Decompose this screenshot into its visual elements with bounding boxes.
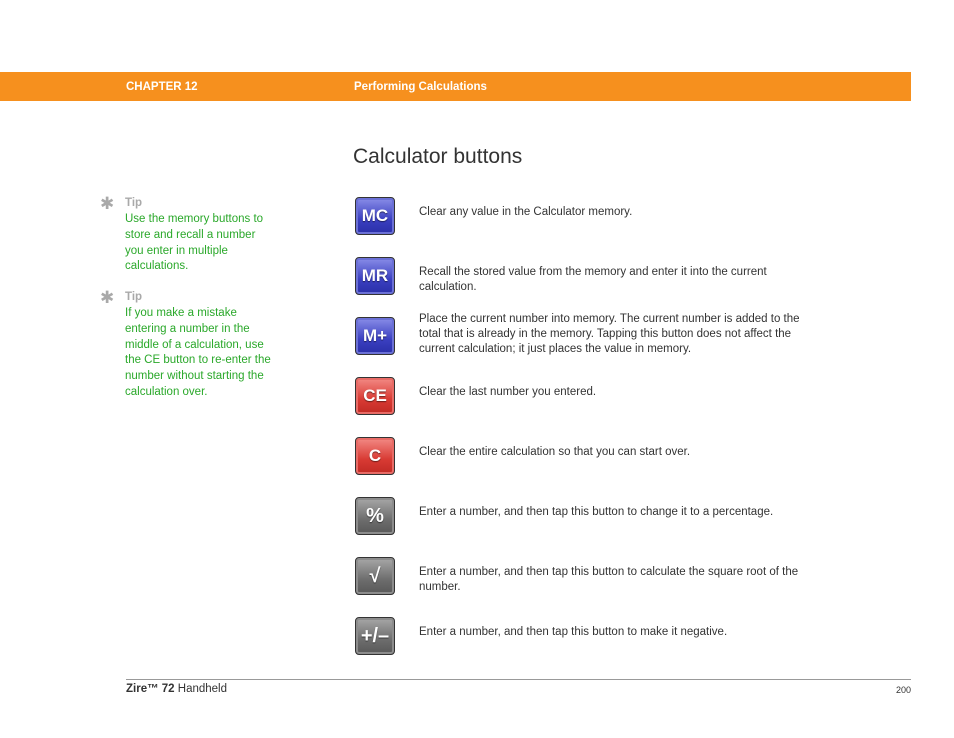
tip-label: Tip — [125, 291, 143, 303]
footer-divider — [126, 679, 911, 680]
button-description: Place the current number into memory. The current number is added to the total that is already in the memory. Tapping this button does not affect the current calculation; it just places the value in memory. — [419, 313, 800, 355]
square-root-button-icon: √ — [355, 557, 395, 595]
page-number: 200 — [895, 685, 911, 695]
tip-text: If you make a mistake entering a number in the middle of a calculation, use the CE button to re-enter the number without starting the calculation over. — [125, 307, 271, 398]
button-description: Enter a number, and then tap this button to make it negative. — [419, 626, 728, 638]
ce-button-icon: CE — [355, 377, 395, 415]
button-description: Recall the stored value from the memory and enter it into the current calculation. — [419, 266, 767, 293]
footer-product — [126, 683, 227, 695]
button-description: Enter a number, and then tap this button to calculate the square root of the number. — [419, 566, 799, 593]
tip-label: Tip — [125, 197, 143, 209]
section-title: Performing Calculations — [354, 81, 487, 93]
chapter-label: CHAPTER 12 — [126, 81, 198, 93]
button-description: Clear the last number you entered. — [419, 386, 597, 398]
footer-product-suffix: Handheld — [174, 683, 228, 695]
button-description: Enter a number, and then tap this button to change it to a percentage. — [419, 506, 774, 518]
asterisk-icon: ✱ — [100, 194, 115, 213]
tip-text: Use the memory buttons to store and recall a number you enter in multiple calculations. — [125, 213, 264, 273]
page-title: Calculator buttons — [353, 145, 523, 168]
mr-button-icon: MR — [355, 257, 395, 295]
plus-minus-button-icon: +/– — [355, 617, 395, 655]
c-button-icon: C — [355, 437, 395, 475]
m-plus-button-icon: M+ — [355, 317, 395, 355]
mc-button-icon: MC — [355, 197, 395, 235]
footer-product-name: Zire™ 72 — [126, 683, 175, 695]
button-description: Clear any value in the Calculator memory. — [419, 206, 633, 218]
button-description: Clear the entire calculation so that you can start over. — [419, 446, 691, 458]
percent-button-icon: % — [355, 497, 395, 535]
asterisk-icon: ✱ — [100, 288, 115, 307]
